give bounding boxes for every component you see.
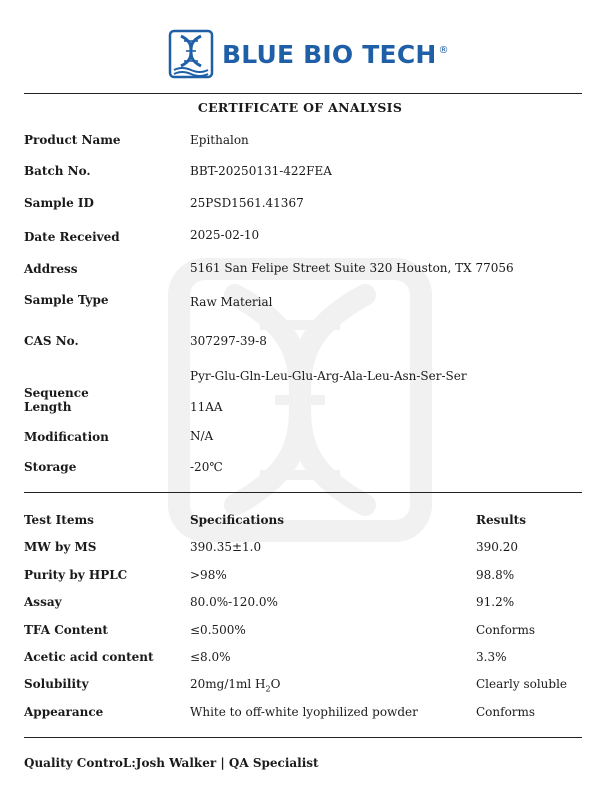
cas-no-label: CAS No. (24, 334, 79, 348)
brand-name: BLUE BIO TECH ® (222, 39, 449, 69)
row-item: Appearance (24, 705, 104, 719)
row-item: Purity by HPLC (24, 568, 128, 582)
registered-mark: ® (438, 45, 449, 57)
header-divider (24, 93, 582, 94)
modification-value: N/A (190, 429, 214, 443)
row-spec: ≤0.500% (190, 623, 246, 637)
length-label: Length (24, 400, 72, 414)
sequence-value: Pyr-Glu-Gln-Leu-Glu-Arg-Ala-Leu-Asn-Ser-Ser (190, 369, 467, 383)
spec-subscript: 2 (265, 684, 271, 694)
quality-control-signoff: Quality ControL:Josh Walker | QA Specialist (24, 756, 319, 770)
row-result: Clearly soluble (476, 677, 568, 691)
row-item: Solubility (24, 677, 89, 691)
date-received-value: 2025-02-10 (190, 228, 260, 242)
document-title: CERTIFICATE OF ANALYSIS (197, 100, 403, 115)
sample-id-label: Sample ID (24, 196, 94, 210)
address-value: 5161 San Felipe Street Suite 320 Houston, TX 77056 (190, 261, 514, 275)
spec-text-tail: O (270, 677, 281, 691)
row-item: TFA Content (24, 623, 108, 637)
row-result: 98.8% (476, 568, 515, 582)
row-spec (190, 677, 280, 693)
sample-type-label: Sample Type (24, 293, 109, 307)
row-result: 390.20 (476, 540, 518, 554)
row-result: Conforms (476, 705, 536, 719)
row-item: MW by MS (24, 540, 97, 554)
cas-no-value: 307297-39-8 (190, 334, 267, 348)
dna-logo-icon (168, 29, 214, 79)
batch-no-value: BBT-20250131-422FEA (190, 164, 332, 178)
row-spec: >98% (190, 568, 227, 582)
sample-type-value: Raw Material (190, 295, 273, 309)
modification-label: Modification (24, 430, 109, 444)
header-specifications: Specifications (190, 513, 284, 527)
row-item: Acetic acid content (24, 650, 154, 664)
spec-text: 20mg/1ml H (190, 677, 266, 691)
row-spec: 390.35±1.0 (190, 540, 262, 554)
date-received-label: Date Received (24, 230, 120, 244)
footer-divider (24, 737, 582, 738)
row-spec: ≤8.0% (190, 650, 231, 664)
sample-id-value: 25PSD1561.41367 (190, 196, 304, 210)
header-test-items: Test Items (24, 513, 94, 527)
brand-logo (168, 28, 449, 80)
product-name-value: Epithalon (190, 133, 249, 147)
address-label: Address (24, 262, 78, 276)
storage-value: -20℃ (190, 460, 223, 474)
table-divider (24, 492, 582, 493)
row-item: Assay (24, 595, 62, 609)
product-name-label: Product Name (24, 133, 121, 147)
row-result: 3.3% (476, 650, 507, 664)
row-spec: White to off-white lyophilized powder (190, 705, 418, 719)
header-results: Results (476, 513, 526, 527)
length-value: 11AA (190, 400, 223, 414)
batch-no-label: Batch No. (24, 164, 91, 178)
row-result: Conforms (476, 623, 536, 637)
sequence-label: Sequence (24, 386, 89, 400)
storage-label: Storage (24, 460, 77, 474)
row-result: 91.2% (476, 595, 515, 609)
row-spec: 80.0%-120.0% (190, 595, 278, 609)
